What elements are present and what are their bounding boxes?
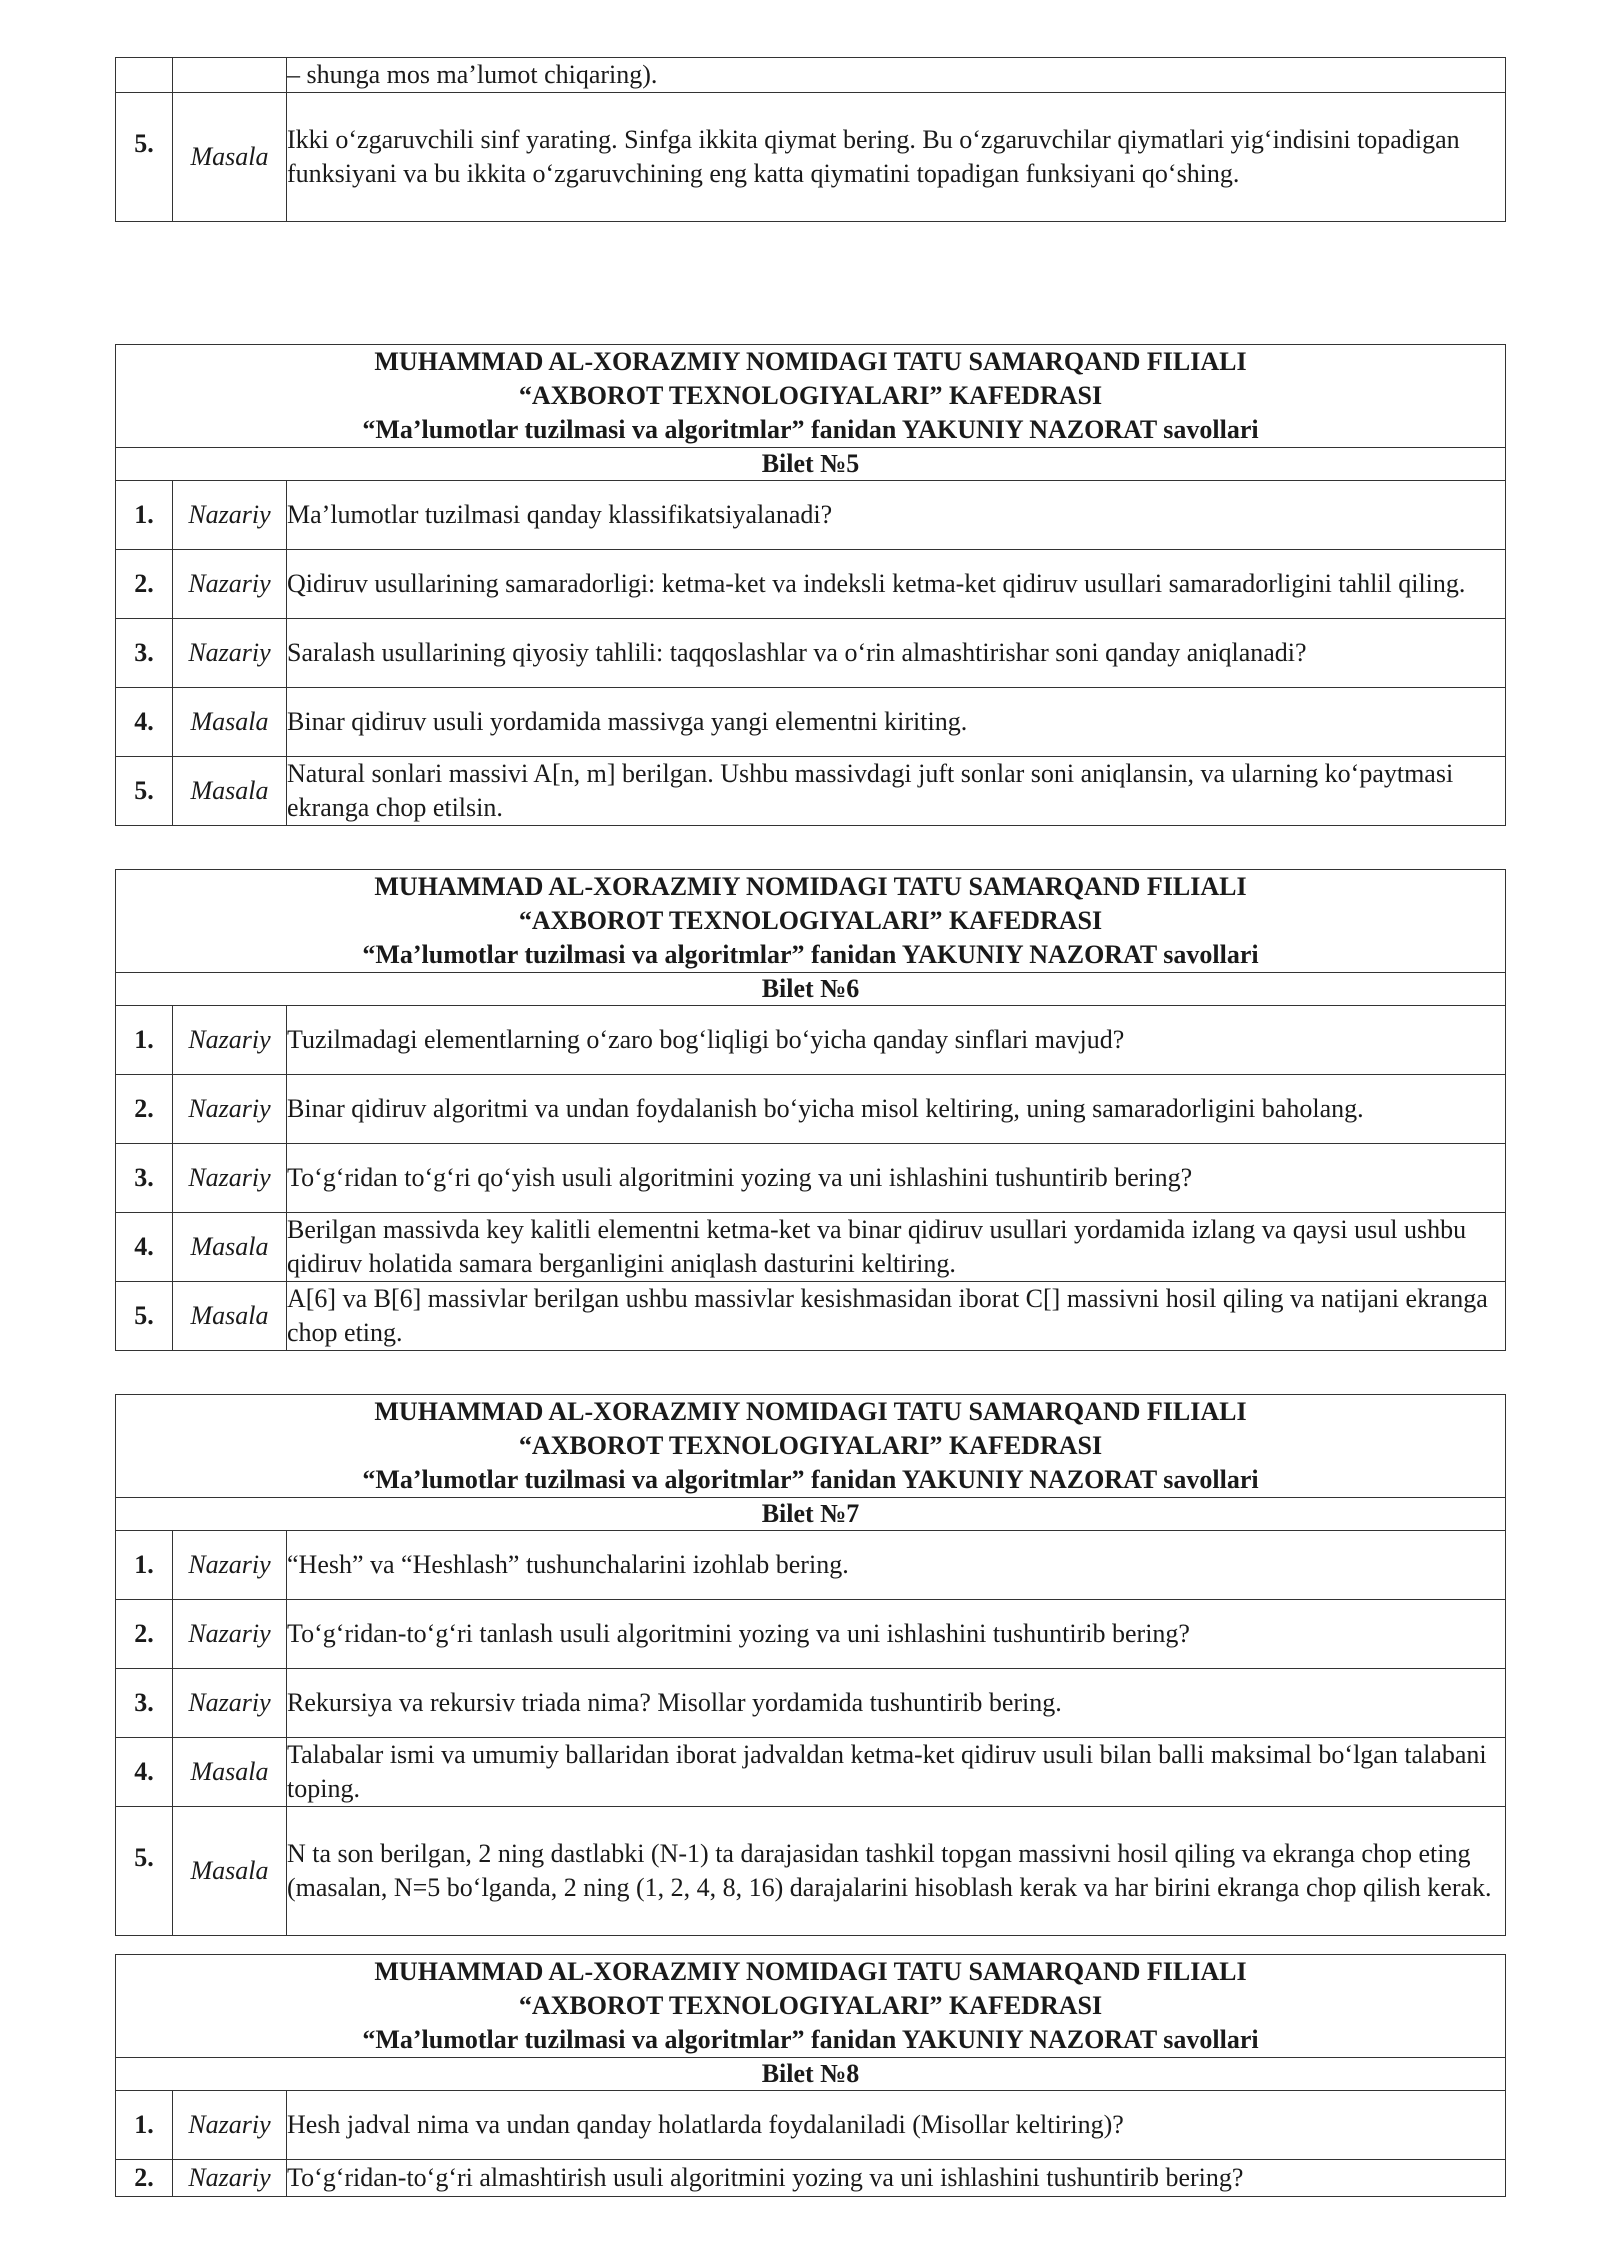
question-number: 3. [116,1669,173,1738]
question-type: Masala [173,1213,287,1282]
question-text: Natural sonlari massivi A[n, m] berilgan. Ushbu massivdagi juft sonlar soni aniqlansin, va ularning ko‘paytmasi ekranga chop etilsin. [287,757,1506,826]
question-text: Binar qidiruv usuli yordamida massivga yangi elementni kiriting. [287,688,1506,757]
table-row [116,93,1506,222]
question-type: Nazariy [173,1006,287,1075]
table-row [116,1738,1506,1807]
table-row [116,2091,1506,2160]
question-type: Nazariy [173,1600,287,1669]
question-number: 1. [116,1531,173,1600]
question-text: N ta son berilgan, 2 ning dastlabki (N-1) ta darajasidan tashkil topgan massivni hosil qiling va ekranga chop eting (masalan, N=5 bo‘lganda, 2 ning (1, 2, 4, 8, 16) darajalarini hisoblash kerak va har birini ekranga chop qilish kerak. [287,1807,1506,1936]
question-type: Masala [173,1807,287,1936]
header-subject: “Ma’lumotlar tuzilmasi va algoritmlar” fanidan YAKUNIY NAZORAT savollari [362,1465,1259,1494]
question-text: To‘g‘ridan-to‘g‘ri tanlash usuli algoritmini yozing va uni ishlashini tushuntirib bering? [287,1600,1506,1669]
question-number: 5. [116,1282,173,1351]
table-header-row [116,870,1506,973]
question-text: Saralash usullarining qiyosiy tahlili: taqqoslashlar va o‘rin almashtirishar soni qanday aniqlanadi? [287,619,1506,688]
bilet-8-table [115,1954,1506,2197]
bilet-title-row [116,1498,1506,1531]
question-text: Ma’lumotlar tuzilmasi qanday klassifikatsiyalanadi? [287,481,1506,550]
ticket-header [116,870,1506,973]
question-type: Masala [173,1282,287,1351]
bilet-title: Bilet №6 [116,973,1506,1006]
question-type: Masala [173,1738,287,1807]
table-row [116,481,1506,550]
question-type: Nazariy [173,1075,287,1144]
header-institution: MUHAMMAD AL-XORAZMIY NOMIDAGI TATU SAMARQAND FILIALI [374,347,1247,376]
question-number [116,58,173,93]
question-type: Nazariy [173,550,287,619]
question-type: Masala [173,688,287,757]
question-text: Berilgan massivda key kalitli elementni ketma-ket va binar qidiruv usullari yordamida izlang va qaysi usul ushbu qidiruv holatida samara berganligini aniqlash dasturini keltiring. [287,1213,1506,1282]
bilet-title-row [116,448,1506,481]
table-row [116,1807,1506,1936]
question-text: Tuzilmadagi elementlarning o‘zaro bog‘liqligi bo‘yicha qanday sinflari mavjud? [287,1006,1506,1075]
question-text: – shunga mos ma’lumot chiqaring). [287,58,1506,93]
question-number: 1. [116,481,173,550]
question-text: Ikki o‘zgaruvchili sinf yarating. Sinfga ikkita qiymat bering. Bu o‘zgaruvchilar qiymatlari yig‘indisini topadigan funksiyani va bu ikkita o‘zgaruvchining eng katta qiymatini topadigan funksiyani qo‘shing. [287,93,1506,222]
question-text: Qidiruv usullarining samaradorligi: ketma-ket va indeksli ketma-ket qidiruv usullari samaradorligini tahlil qiling. [287,550,1506,619]
header-subject: “Ma’lumotlar tuzilmasi va algoritmlar” fanidan YAKUNIY NAZORAT savollari [362,2025,1259,2054]
table-header-row [116,1955,1506,2058]
table-row [116,1144,1506,1213]
question-text: “Hesh” va “Heshlash” tushunchalarini izohlab bering. [287,1531,1506,1600]
bilet-title: Bilet №8 [116,2058,1506,2091]
question-text: Rekursiya va rekursiv triada nima? Misollar yordamida tushuntirib bering. [287,1669,1506,1738]
bilet-4-fragment-table [115,57,1506,222]
question-text: To‘g‘ridan-to‘g‘ri almashtirish usuli algoritmini yozing va uni ishlashini tushuntirib bering? [287,2160,1506,2197]
table-row [116,1669,1506,1738]
question-type: Nazariy [173,1144,287,1213]
question-number: 1. [116,2091,173,2160]
ticket-header [116,1395,1506,1498]
table-row [116,757,1506,826]
header-subject: “Ma’lumotlar tuzilmasi va algoritmlar” fanidan YAKUNIY NAZORAT savollari [362,940,1259,969]
question-number: 2. [116,2160,173,2197]
question-type: Nazariy [173,481,287,550]
question-type: Nazariy [173,1531,287,1600]
bilet-title: Bilet №5 [116,448,1506,481]
header-department: “AXBOROT TEXNOLOGIYALARI” KAFEDRASI [518,1431,1103,1460]
question-number: 4. [116,688,173,757]
ticket-header [116,1955,1506,2058]
bilet-title: Bilet №7 [116,1498,1506,1531]
question-type: Masala [173,93,287,222]
question-number: 1. [116,1006,173,1075]
question-type: Nazariy [173,619,287,688]
bilet-5-table [115,344,1506,826]
question-number: 4. [116,1738,173,1807]
table-row [116,550,1506,619]
header-subject: “Ma’lumotlar tuzilmasi va algoritmlar” fanidan YAKUNIY NAZORAT savollari [362,415,1259,444]
header-institution: MUHAMMAD AL-XORAZMIY NOMIDAGI TATU SAMARQAND FILIALI [374,872,1247,901]
bilet-title-row [116,2058,1506,2091]
question-text: A[6] va B[6] massivlar berilgan ushbu massivlar kesishmasidan iborat C[] massivni hosil qiling va natijani ekranga chop eting. [287,1282,1506,1351]
question-number: 3. [116,619,173,688]
question-number: 5. [116,1807,173,1936]
question-number: 2. [116,550,173,619]
table-row [116,2160,1506,2197]
question-type: Nazariy [173,1669,287,1738]
question-number: 2. [116,1075,173,1144]
question-text: Binar qidiruv algoritmi va undan foydalanish bo‘yicha misol keltiring, uning samaradorligini baholang. [287,1075,1506,1144]
table-row [116,58,1506,93]
table-row [116,1213,1506,1282]
bilet-title-row [116,973,1506,1006]
table-header-row [116,345,1506,448]
table-row [116,688,1506,757]
bilet-7-table [115,1394,1506,1936]
question-text: Hesh jadval nima va undan qanday holatlarda foydalaniladi (Misollar keltiring)? [287,2091,1506,2160]
table-row [116,619,1506,688]
header-institution: MUHAMMAD AL-XORAZMIY NOMIDAGI TATU SAMARQAND FILIALI [374,1957,1247,1986]
question-type: Nazariy [173,2091,287,2160]
header-institution: MUHAMMAD AL-XORAZMIY NOMIDAGI TATU SAMARQAND FILIALI [374,1397,1247,1426]
header-department: “AXBOROT TEXNOLOGIYALARI” KAFEDRASI [518,381,1103,410]
table-row [116,1282,1506,1351]
question-number: 5. [116,757,173,826]
table-row [116,1006,1506,1075]
question-type [173,58,287,93]
question-type: Masala [173,757,287,826]
question-number: 5. [116,93,173,222]
bilet-6-table [115,869,1506,1351]
question-text: Talabalar ismi va umumiy ballaridan iborat jadvaldan ketma-ket qidiruv usuli bilan balli maksimal bo‘lgan talabani toping. [287,1738,1506,1807]
header-department: “AXBOROT TEXNOLOGIYALARI” KAFEDRASI [518,906,1103,935]
ticket-header [116,345,1506,448]
table-row [116,1600,1506,1669]
question-number: 2. [116,1600,173,1669]
header-department: “AXBOROT TEXNOLOGIYALARI” KAFEDRASI [518,1991,1103,2020]
table-row [116,1531,1506,1600]
question-number: 3. [116,1144,173,1213]
table-row [116,1075,1506,1144]
table-header-row [116,1395,1506,1498]
question-type: Nazariy [173,2160,287,2197]
question-number: 4. [116,1213,173,1282]
question-text: To‘g‘ridan to‘g‘ri qo‘yish usuli algoritmini yozing va uni ishlashini tushuntirib bering? [287,1144,1506,1213]
